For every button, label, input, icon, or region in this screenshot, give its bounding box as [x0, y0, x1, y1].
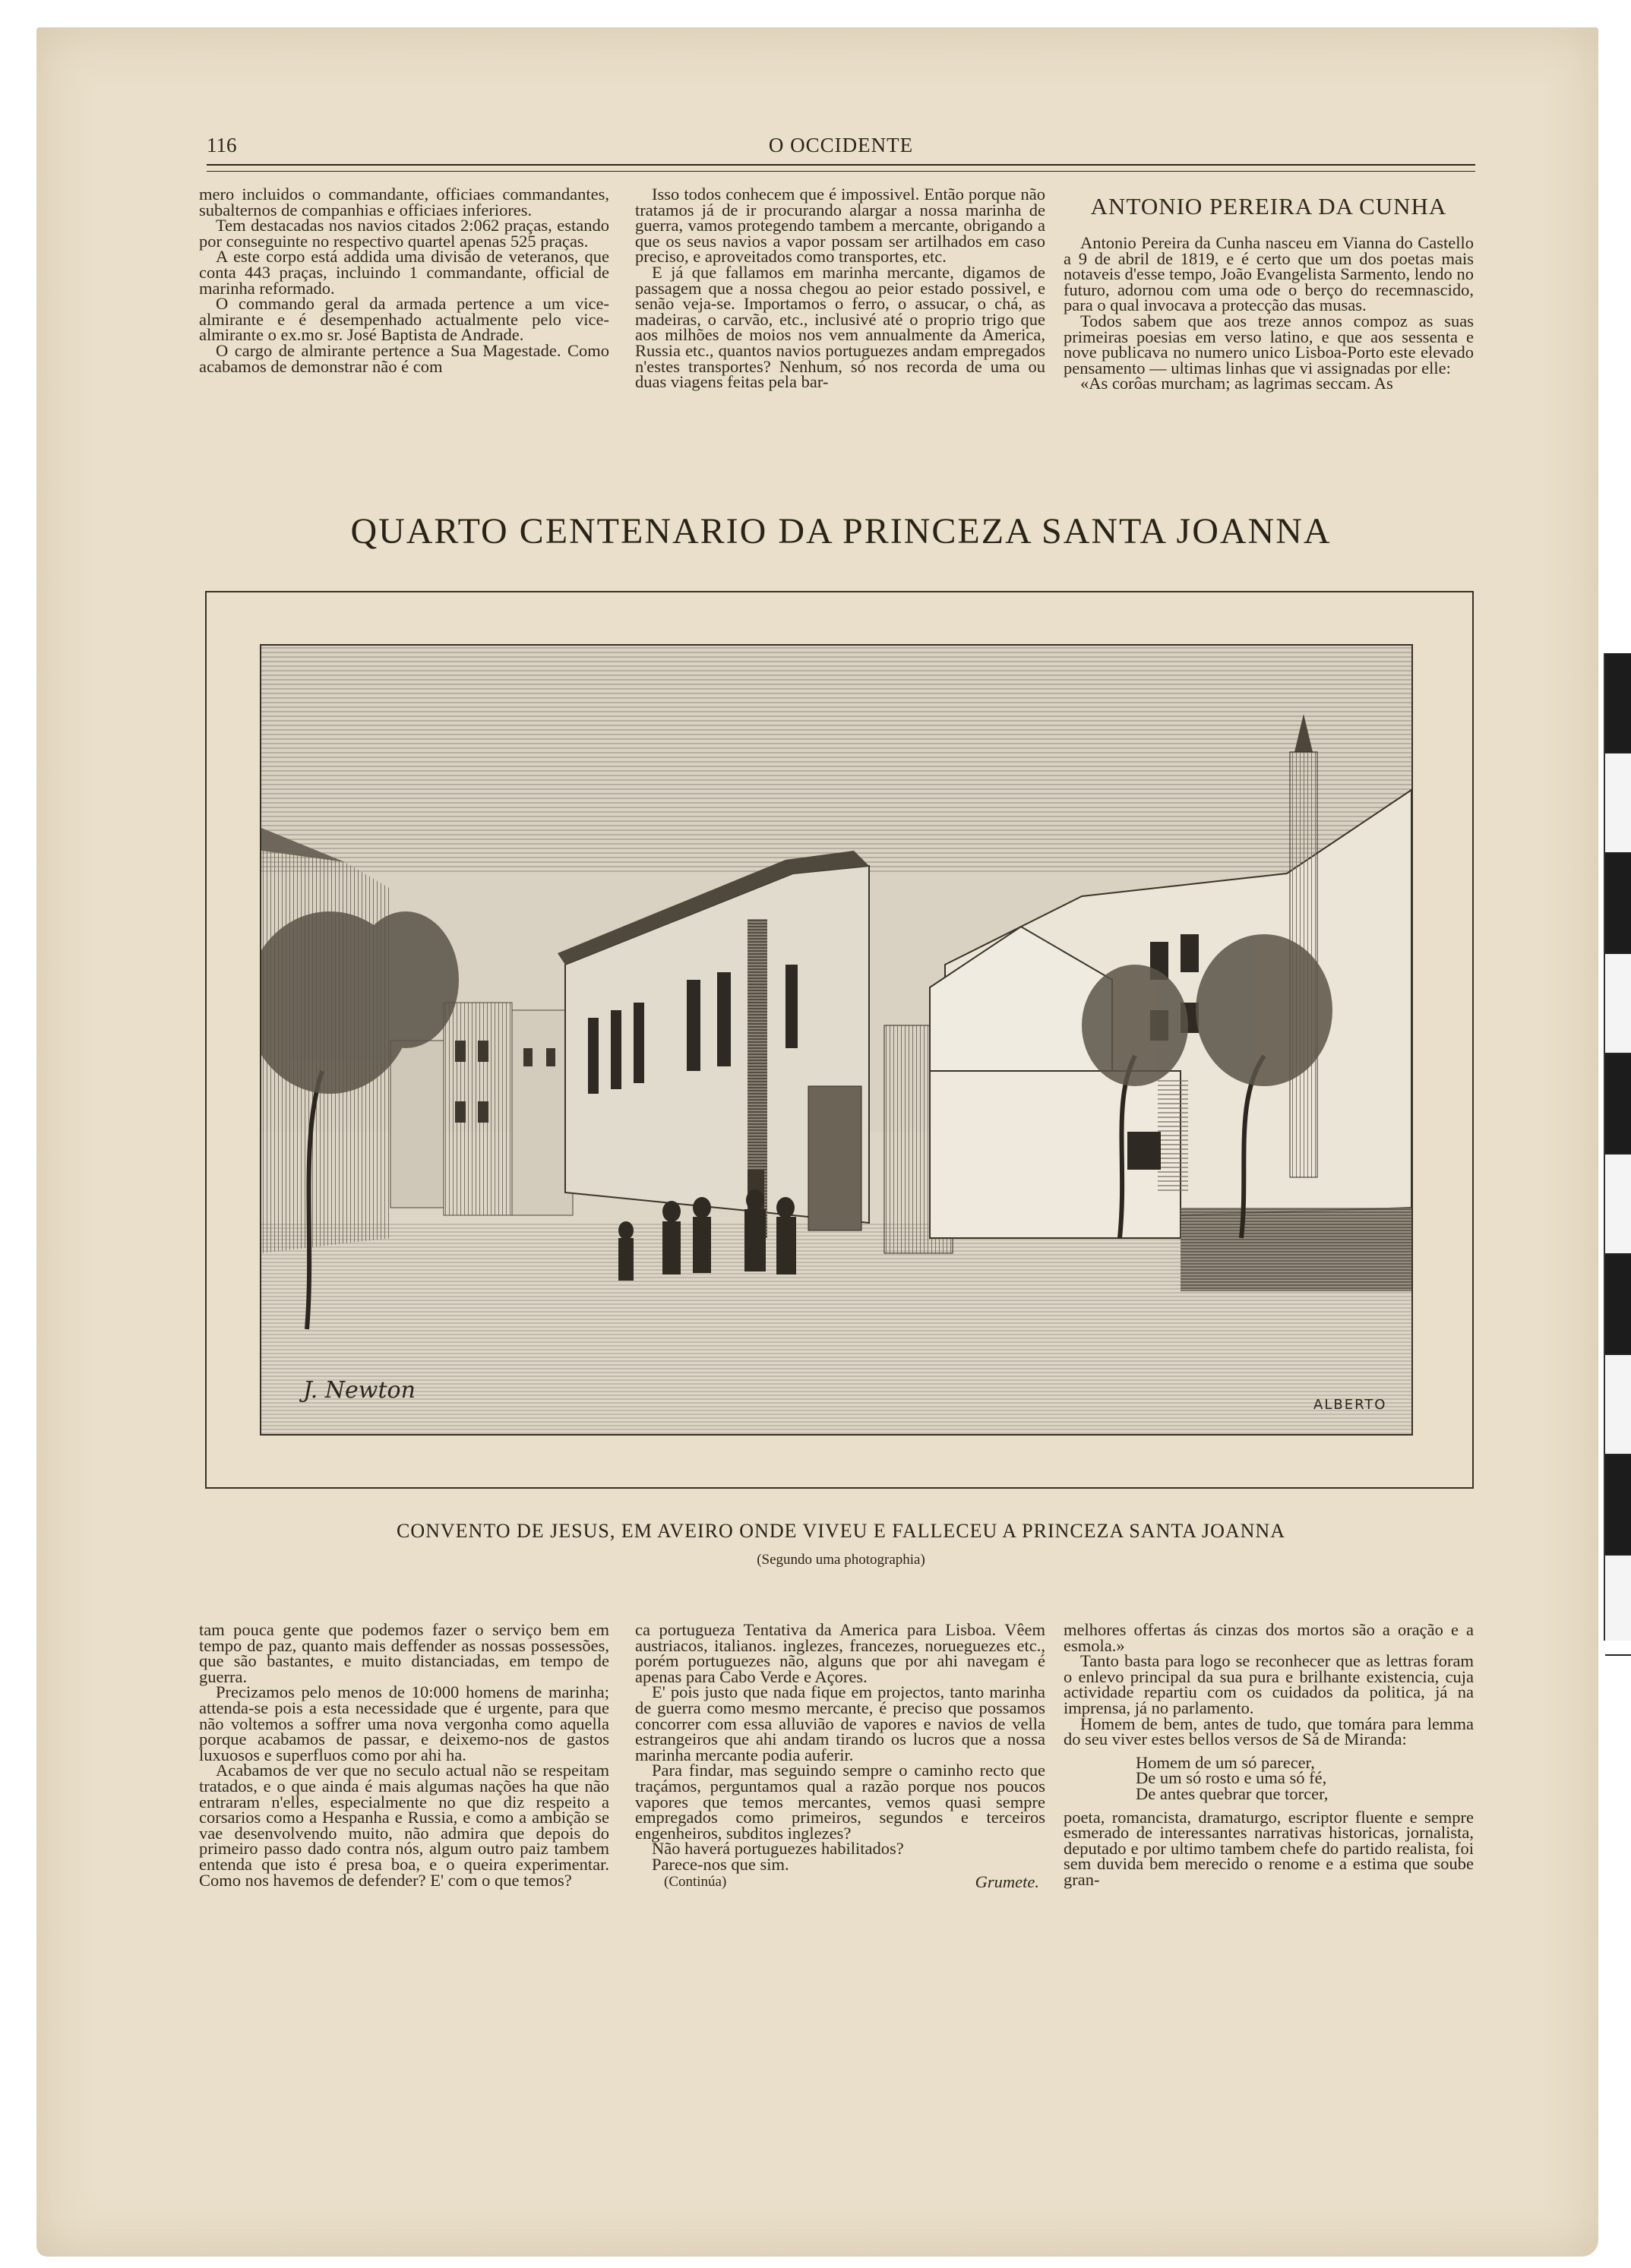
running-title: O OCCIDENTE: [768, 134, 914, 156]
paragraph: O commando geral da armada pertence a um vice-almirante e é desempenhado actualmente pelo vice-almirante o ex.mo sr. José Baptista de Andrade.: [199, 294, 609, 345]
bottom-column-3: [1064, 1622, 1474, 1888]
paragraph: Não haverá portuguezes habilitados?: [652, 1839, 904, 1859]
bottom-column-2: [635, 1622, 1045, 1890]
convent-engraving: [260, 644, 1413, 1436]
color-scale-ruler: [1604, 653, 1631, 1641]
poem-verse: [1064, 1752, 1474, 1803]
top-column-1: [199, 187, 609, 374]
verse-line: Homem de um só parecer,: [1136, 1752, 1315, 1772]
paragraph: «As corôas murcham; as lagrimas seccam. As: [1080, 374, 1393, 393]
paragraph: Antonio Pereira da Cunha nasceu em Vianna do Castello a 9 de abril de 1819, e é certo que um dos poetas mais notaveis d'esse tempo, João Evangelista Sarmento, lendo no futuro, adornou com uma ode o berço do recemnascido, para o qual invocava a protecção das musas.: [1064, 233, 1474, 315]
paragraph: Tanto basta para logo se reconhecer que as lettras foram o enlevo principal da sua pura e brilhante existencia, cuja actividade repartiu com os cuidados da politica, já na imprensa, já no parlamento.: [1064, 1651, 1474, 1717]
verse-line: De um só rosto e uma só fé,: [1136, 1768, 1327, 1788]
paragraph: Precizamos pelo menos de 10:000 homens de marinha; attenda-se pois a esta necessidade que é urgente, para que não voltemos a soffrer uma nova vergonha como aquella porque acabamos de passar, e deixemo-nos de gastos luxuosos e superfluos como por ahi ha.: [199, 1682, 609, 1764]
paragraph: poeta, romancista, dramaturgo, escriptor fluente e sempre esmerado de interessantes narrativas historicas, jornalista, deputado e por ultimo tambem chefe do partido realista, foi sem duvida bem merecido o renome e a estima que soube gran-: [1064, 1807, 1474, 1889]
feature-title: QUARTO CENTENARIO DA PRINCEZA SANTA JOANNA: [350, 511, 1332, 551]
header-rule: [207, 164, 1475, 172]
top-column-2: [635, 187, 1045, 390]
paragraph: Isso todos conhecem que é impossivel. Então porque não tratamos já de ir procurando alargar a nossa marinha de guerra, vamos protegendo tambem a mercante, obrigando a que os seus navios a vapor possam ser artilhados em caso preciso, e aproveitados como transportes, etc.: [635, 185, 1045, 267]
paragraph: A este corpo está addida uma divisão de veteranos, que conta 443 praças, incluindo 1 commandante, official de marinha reformado.: [199, 247, 609, 298]
paragraph: ca portugueza Tentativa da America para Lisboa. Vêem austriacos, italianos. inglezes, francezes, norueguezes etc., porém portuguezes não, alguns que por ahi navegam é apenas para Cabo Verde e Açores.: [635, 1620, 1045, 1686]
engraver-signature: J. Newton: [303, 1377, 416, 1404]
top-column-3: [1064, 187, 1474, 392]
paragraph: Todos sabem que aos treze annos compoz as suas primeiras poesias em verso latino, e que aos sessenta e nove publicava no numero unico Lisboa-Porto este elevado pensamento — ultimas linhas que vi assignadas por elle:: [1064, 311, 1474, 377]
author-signature: Grumete.: [975, 1872, 1039, 1891]
paragraph: mero incluidos o commandante, officiaes commandantes, subalternos de companhias e officiaes inferiores.: [199, 185, 609, 220]
page-number: 116: [207, 134, 237, 156]
paragraph: O cargo de almirante pertence a Sua Magestade. Como acabamos de demonstrar não é com: [199, 340, 609, 376]
verse-line: De antes quebrar que torcer,: [1136, 1783, 1329, 1803]
page-header: [207, 131, 1475, 161]
paragraph: tam pouca gente que podemos fazer o serviço bem em tempo de paz, quanto mais deffender as nossas possessões, que são bastantes, e muito distanciadas, em tempo de guerra.: [199, 1620, 609, 1686]
paragraph: Homem de bem, antes de tudo, que tomára para lemma do seu viver estes bellos versos de Sá de Miranda:: [1064, 1714, 1474, 1749]
paragraph: Para findar, mas seguindo sempre o caminho recto que traçámos, perguntamos qual a razão porque nos poucos vapores que temos mercantes, vemos quasi sempre empregados como primeiros, segundos e terceiros engenheiros, subditos inglezes?: [635, 1761, 1045, 1843]
article-heading: ANTONIO PEREIRA DA CUNHA: [1090, 193, 1447, 220]
bottom-column-1: [199, 1622, 609, 1888]
illustration-caption: CONVENTO DE JESUS, EM AVEIRO ONDE VIVEU E FALLECEU A PRINCEZA SANTA JOANNA: [397, 1520, 1285, 1542]
paragraph: Acabamos de ver que no seculo actual não se respeitam tratados, e o que ainda é mais algumas nações ha que não entraram n'elles, especialmente no que diz respeito a corsarios como a Hespanha e Russia, e como a ambição se vae desenvolvendo muito, não admira que depois do primeiro passo dado contra nós, algum outro paiz tambem entenda que isto é presa boa, e o queira experimentar. Como nos havemos de defender? E' com o que temos?: [199, 1761, 609, 1890]
paragraph: Tem destacadas nos navios citados 2:062 praças, estando por conseguinte no respectivo quartel apenas 525 praças.: [199, 216, 609, 251]
article-signoff: [635, 1872, 1045, 1891]
illustration-subcaption: (Segundo uma photographia): [757, 1552, 925, 1568]
paragraph: melhores offertas ás cinzas dos mortos são a oração e a esmola.»: [1064, 1620, 1474, 1655]
paragraph: E já que fallamos em marinha mercante, digamos de passagem que a nossa chegou ao peior estado possivel, e senão veja-se. Importamos o ferro, o assucar, o chá, as madeiras, o carvão, etc., inclusivé até o proprio trigo que aos milhões de moios nos vem annualmente da America, Russia etc., quantos navios portuguezes andam empregados n'estes transportes? Nenhum, só nos recorda de uma ou duas viagens feitas pela bar-: [635, 262, 1045, 392]
paragraph: E' pois justo que nada fique em projectos, tanto marinha de guerra como mesmo mercante, é preciso que possamos concorrer com essa alluvião de vapores e navios de vella estrangeiros que ahi andam tirando os lucros que a nossa marinha mercante podia auferir.: [635, 1682, 1045, 1764]
continua-label: (Continúa): [664, 1873, 727, 1890]
paragraph: Parece-nos que sim.: [652, 1854, 789, 1874]
artist-signature: ALBERTO: [1313, 1397, 1387, 1413]
